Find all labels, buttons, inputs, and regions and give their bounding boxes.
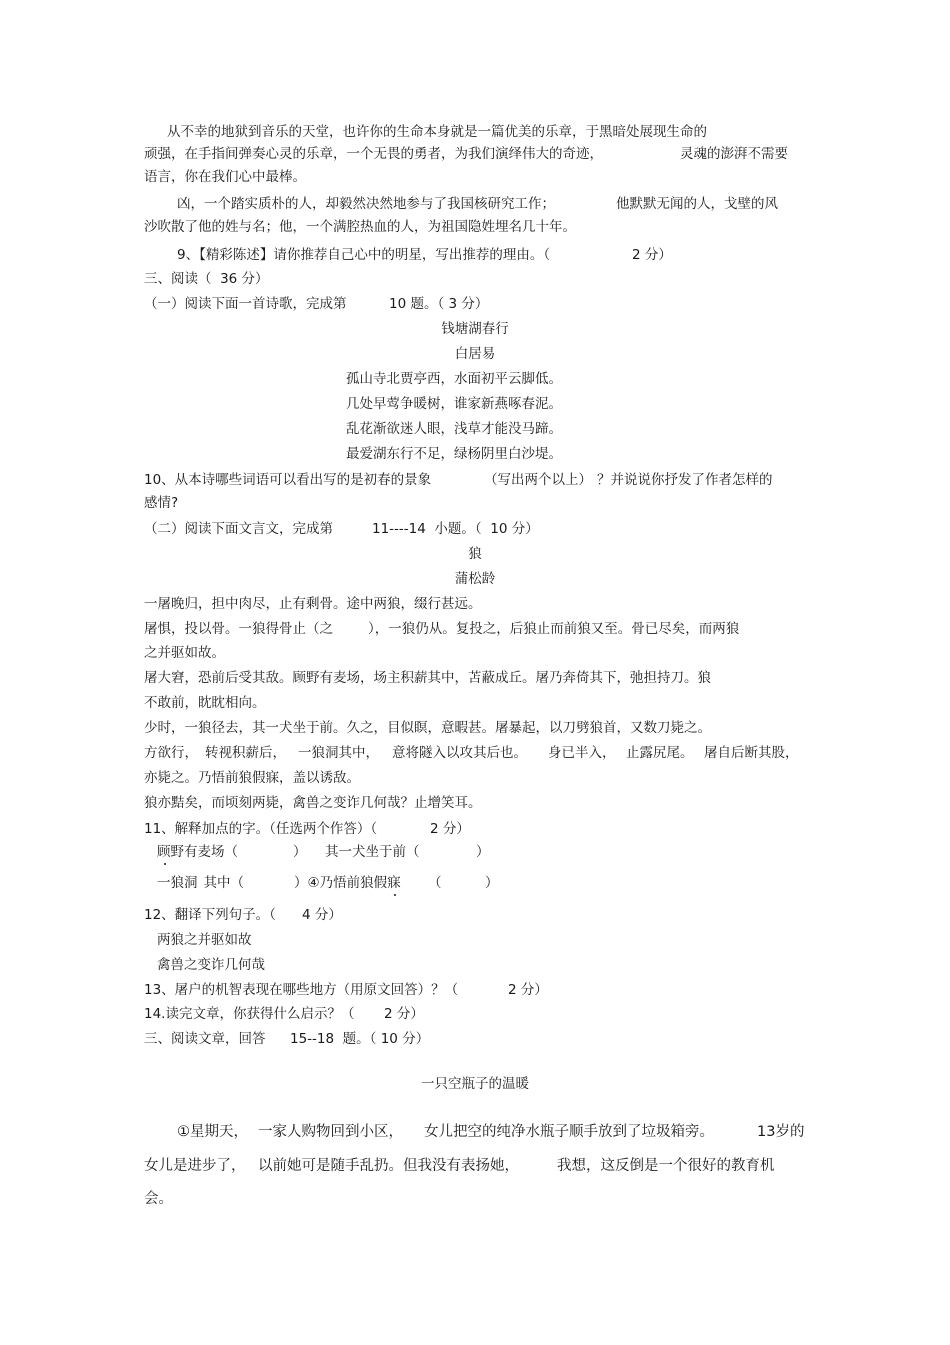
essay-line-2a: 女儿是进步了，: [144, 1158, 246, 1174]
question-10: 10、从本诗哪些词语可以看出写的是初春的景象: [144, 472, 432, 488]
question-12: 12、翻译下列句子。（: [144, 907, 276, 923]
prose-line-5: 不敢前，眈眈相向。: [144, 695, 266, 711]
q12-sentence-1: 两狼之并驱如故: [157, 932, 252, 948]
question-10-b: （写出两个以上）: [484, 472, 592, 488]
prose-line-9: 狼亦黠矣，而顷刻两毙，禽兽之变诈几何哉？止增笑耳。: [144, 795, 482, 811]
essay-line-1c: 女儿把空的纯净水瓶子顺手放到了垃圾箱旁。: [424, 1124, 714, 1140]
q11-item-2-word: 其一犬: [325, 844, 366, 860]
question-14-score: 2 分）: [384, 1006, 424, 1022]
intro-line-2a: 顽强，在手指间弹奏心灵的乐章，一个无畏的勇者，为我们演绎伟大的奇迹，: [144, 146, 603, 162]
prose-line-3: 之并驱如故。: [144, 645, 225, 661]
q11-item-1: [157, 843, 238, 861]
section-3b-heading-b: 15--18 题。（ 10 分）: [290, 1031, 430, 1047]
prose-line-2b: ），一狼仍从。复投之，后狼止而前狼又至。骨已尽矣，而两狼: [368, 621, 740, 637]
prose-line-1: 一屠晚归，担中肉尽，止有剩骨。途中两狼，缀行甚远。: [144, 596, 482, 612]
q11-item-4: [294, 874, 401, 892]
part-2-heading-b: 11----14 小题。（ 10 分）: [372, 521, 539, 537]
prose-line-2a: 屠惧，投以骨。一狼得骨止（之: [144, 621, 333, 637]
essay-line-2c: 我想，这反倒是一个很好的教育机: [557, 1158, 775, 1174]
poem-author: 白居易: [454, 346, 496, 362]
part-2-heading: （二）阅读下面文言文，完成第: [144, 521, 333, 537]
prose-line-7b: 转视积薪后，: [205, 745, 286, 761]
q11-item-1-text: 野有麦场（: [170, 844, 238, 860]
essay-line-1a: ①星期天，: [177, 1124, 248, 1140]
section-3b-heading: 三、阅读文章，回答: [144, 1031, 266, 1047]
prose-line-7e: 身已半入，: [548, 745, 616, 761]
prose-line-8: 亦毙之。乃悟前狼假寐，盖以诱敌。: [144, 770, 360, 786]
intro-line-2b: 灵魂的澎湃不需要: [680, 146, 788, 162]
question-12-score: 4 分）: [302, 907, 342, 923]
q11-item-3-word: 一狼洞: [157, 875, 198, 891]
prose-line-6: 少时，一狼径去，其一犬坐于前。久之，目似瞑，意暇甚。屠暴起，以刀劈狼首，又数刀毙之。: [144, 720, 711, 736]
question-10-c: ？并说说你抒发了作者怎样的: [597, 472, 773, 488]
poem-line: 孤山寺北贾亭西，水面初平云脚低。: [346, 371, 562, 387]
q11-item-2-close: ）: [476, 844, 490, 860]
question-13: 13、屠户的机智表现在哪些地方（用原文回答）？（: [144, 982, 459, 998]
intro-line-5: 沙吹散了他的姓与名；他，一个满腔热血的人，为祖国隐姓埋名几十年。: [144, 219, 576, 235]
part-1-heading-b: 10 题。（ 3 分）: [389, 296, 489, 312]
prose-author: 蒲松龄: [454, 571, 496, 587]
q11-item-1-close: ）: [293, 844, 307, 860]
question-9-score: 2 分）: [632, 247, 672, 263]
q11-item-4-close: ）: [485, 875, 499, 891]
question-11: 11、解释加点的字。（任选两个作答）（: [144, 821, 378, 837]
prose-line-7g: 屠自后断其股，: [704, 745, 799, 761]
prose-title: 狼: [468, 546, 482, 562]
essay-line-3: 会。: [144, 1191, 173, 1207]
essay-title: 一只空瓶子的温暖: [421, 1076, 529, 1092]
q11-item-4-text: ）④乃悟前狼假: [294, 875, 388, 891]
intro-line-4b: 他默默无闻的人，戈壁的风: [616, 196, 778, 212]
essay-line-1b: 一家人购物回到小区，: [258, 1124, 403, 1140]
question-13-score: 2 分）: [508, 982, 548, 998]
q11-item-4-open: （: [428, 875, 442, 891]
prose-line-7d: 意将隧入以攻其后也。: [392, 745, 527, 761]
part-1-heading: （一）阅读下面一首诗歌，完成第: [144, 296, 347, 312]
intro-line-3: 语言，你在我们心中最棒。: [144, 169, 306, 185]
poem-line: 几处早莺争暖树，谁家新燕啄春泥。: [346, 396, 562, 412]
question-9: 9、【精彩陈述】请你推荐自己心中的明星，写出推荐的理由。（: [177, 247, 551, 263]
section-3-heading: 三、阅读（ 36 分）: [144, 271, 269, 287]
essay-line-2b: 以前她可是随手乱扔。但我没有表扬她，: [258, 1158, 519, 1174]
question-11-score: 2 分）: [430, 821, 470, 837]
essay-line-1d: 13岁的: [757, 1124, 805, 1140]
q11-item-2: [325, 843, 420, 861]
q11-item-2-text: 坐于前（: [365, 844, 420, 860]
poem-title: 钱塘湖春行: [441, 321, 509, 337]
prose-line-7f: 止露尻尾。: [626, 745, 694, 761]
q11-item-3-text: 其中（: [203, 875, 244, 891]
prose-line-7c: 一狼洞其中，: [298, 745, 379, 761]
intro-line-1: 从不幸的地狱到音乐的天堂，也许你的生命本身就是一篇优美的乐章，于黑暗处展现生命的: [167, 124, 707, 140]
dotted-char: 顾: [157, 844, 171, 860]
poem-line: 最爱湖东行不足，绿杨阴里白沙堤。: [346, 446, 562, 462]
q11-item-3: [157, 874, 244, 892]
intro-line-4a: 凶，一个踏实质朴的人，却毅然决然地参与了我国核研究工作；: [177, 196, 555, 212]
poem-line: 乱花渐欲迷人眼，浅草才能没马蹄。: [346, 421, 562, 437]
q12-sentence-2: 禽兽之变诈几何哉: [157, 957, 265, 973]
prose-line-4: 屠大窘，恐前后受其敌。顾野有麦场，场主积薪其中，苫蔽成丘。屠乃奔倚其下，弛担持刀。狼: [144, 670, 711, 686]
question-10-d: 感情?: [144, 495, 179, 511]
question-14: 14.读完文章，你获得什么启示？（: [144, 1006, 355, 1022]
prose-line-7a: 方欲行，: [144, 745, 198, 761]
dotted-char: 寐: [387, 875, 401, 891]
